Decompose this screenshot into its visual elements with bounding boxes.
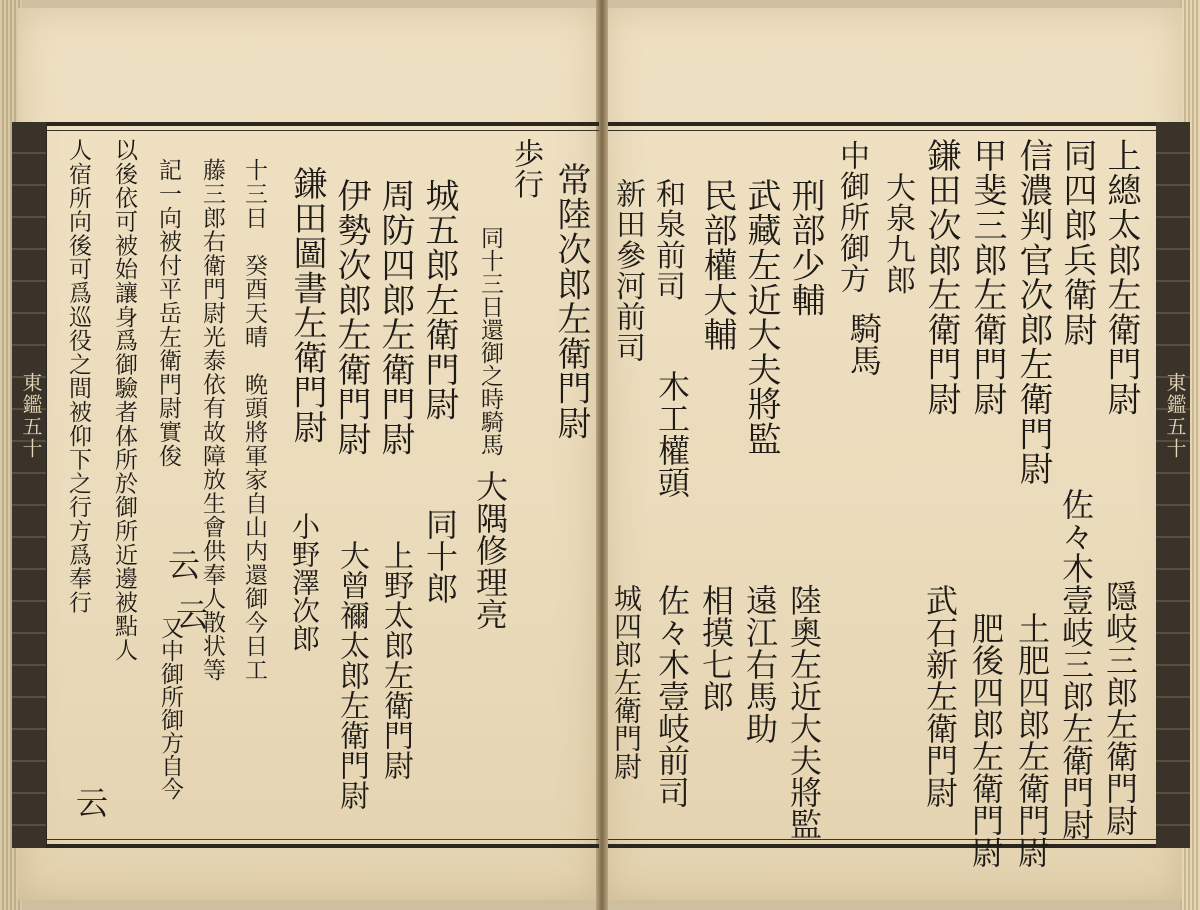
- right-margin-title: 東鑑五十: [1163, 372, 1187, 460]
- right-sub-takeishi: 武石新左衛門尉: [921, 584, 959, 808]
- left-margin-title: 東鑑五十: [19, 372, 43, 460]
- left-sub-onozawa: 小野澤次郎: [288, 512, 321, 652]
- left-sub-un-2: 云: [171, 598, 209, 630]
- right-page-margin: [1156, 122, 1190, 848]
- left-sub-mata: 又中御所御方自今: [157, 616, 183, 800]
- right-col-3: 信濃判官次郎左衛門尉: [1013, 138, 1053, 486]
- right-sub-higo: 肥後四郎左衛門尉: [967, 612, 1005, 868]
- left-col-diary-4: 以後依可被始讓身爲御驗者体所於御所近邊被點人: [111, 138, 137, 662]
- left-sub-return-note: 同十三日還御之時騎馬: [477, 226, 503, 456]
- left-col-diary-3: 記一向被付平岳左衛門尉實俊: [155, 158, 181, 468]
- left-col-diary-2: 藤三郎右衛門尉光泰依有故障放生會供奉人散状等: [199, 158, 225, 682]
- right-col-6: 大泉九郎: [880, 172, 915, 296]
- left-sub-un-1: 云: [163, 548, 201, 580]
- right-col-10: 民部權大輔: [697, 178, 737, 352]
- left-col-5: 伊勢次郎左衛門尉: [331, 178, 371, 457]
- right-sub-tohi: 土肥四郎左衛門尉: [1013, 612, 1051, 868]
- right-col-5: 鎌田次郎左衛門尉: [921, 138, 961, 417]
- right-col-1: 上總太郎左衛門尉: [1101, 138, 1141, 417]
- right-sub-mutsu: 陸奧左近大夫將監: [785, 584, 823, 840]
- left-sub-osone: 大曾禰太郎左衛門尉: [334, 540, 369, 810]
- left-sub-ueno: 上野太郎左衛門尉: [378, 540, 413, 780]
- right-kiba-note: 騎馬: [845, 312, 883, 376]
- right-sub-totomi: 遠江右馬助: [741, 584, 779, 744]
- left-col-4: 周防四郎左衛門尉: [375, 178, 415, 457]
- right-col-7: 中御所御方: [834, 140, 869, 294]
- left-sub-osumi: 大隅修理亮: [471, 470, 509, 630]
- right-col-9: 武藏左近大夫將監: [741, 178, 781, 457]
- right-col-11: 和泉前司: [650, 178, 685, 302]
- right-sub-sagami: 相摸七郎: [697, 584, 735, 712]
- right-col-2: 同四郎兵衛尉: [1057, 138, 1097, 347]
- right-sub-oki: 隱岐三郎左衛門尉: [1101, 580, 1139, 836]
- left-col-diary-5: 人宿所向後可爲巡役之間被仰下之行方爲奉行: [65, 138, 91, 614]
- right-sub-sasaki-iki: 佐々木壹岐三郎左衛門尉: [1057, 488, 1095, 840]
- right-col-4: 甲斐三郎左衛門尉: [967, 138, 1007, 417]
- left-col-diary-1: 十三日 癸酉天晴 晩頭將軍家自山内還御今日工: [241, 158, 267, 682]
- right-sub-mokugon: 木工權頭: [653, 370, 691, 498]
- right-col-8: 刑部少輔: [785, 178, 825, 318]
- left-col-1: 常陸次郎左衛門尉: [551, 162, 591, 441]
- left-page-margin: [12, 122, 46, 848]
- left-col-2: 歩行: [508, 138, 543, 200]
- left-sub-dojuro: 同十郎: [421, 508, 459, 604]
- left-col-3: 城五郎左衛門尉: [419, 178, 459, 422]
- left-sub-un-3: 云: [71, 786, 109, 818]
- left-col-6: 鎌田圖書左衛門尉: [287, 166, 327, 445]
- right-col-12: 新田參河前司: [610, 178, 645, 363]
- right-sub-sasaki-zenji: 佐々木壹岐前司: [653, 584, 691, 808]
- right-sub-jo-shiro: 城四郎左衛門尉: [610, 584, 643, 780]
